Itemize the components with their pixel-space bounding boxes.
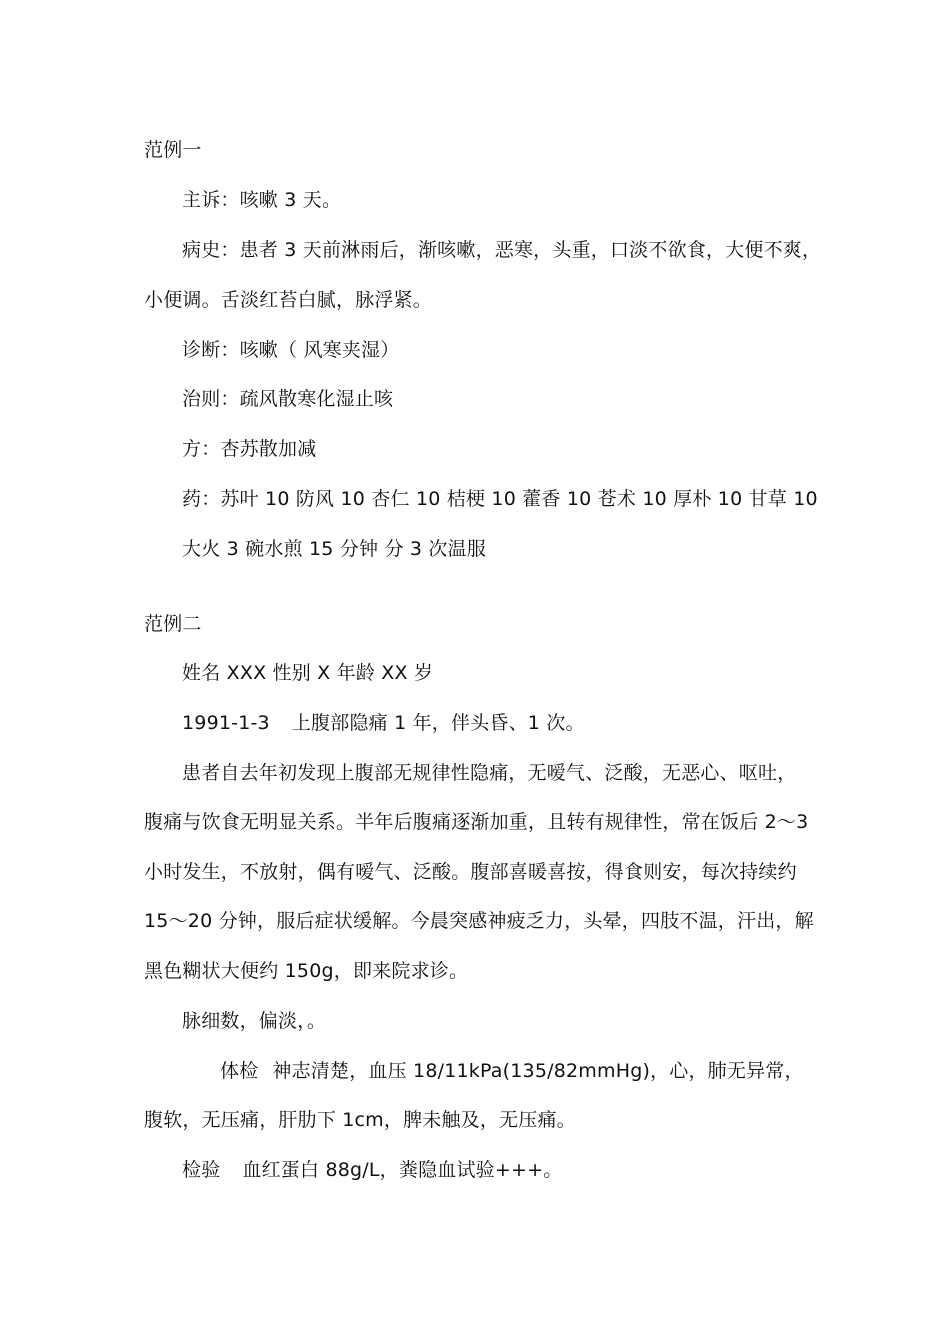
patient-info: 姓名 XXX 性别 X 年龄 XX 岁: [182, 662, 434, 684]
chief-complaint: 主诉：咳嗽 3 天。: [182, 189, 342, 211]
exam-label: 体检: [220, 1060, 259, 1082]
exam-line-1: [220, 1059, 804, 1083]
history2-line-3: 小时发生，不放射，偶有嗳气、泛酸。腹部喜暖喜按，得食则安，每次持续约: [144, 861, 797, 883]
exam-line-2: 腹软，无压痛，肝肋下 1cm，脾未触及，无压痛。: [144, 1109, 576, 1131]
history-line-2: 小便调。舌淡红苔白腻，脉浮紧。: [144, 289, 433, 311]
history2-line-4: 15～20 分钟，服后症状缓解。今晨突感神疲乏力，头晕，四肢不温，汗出，解: [144, 910, 814, 932]
history-line-1: 病史：患者 3 天前淋雨后，渐咳嗽，恶寒，头重，口淡不欲食，大便不爽，: [182, 239, 822, 261]
medicine-list: 药：苏叶 10 防风 10 杏仁 10 桔梗 10 藿香 10 苍术 10 厚朴 10 甘草 10: [182, 488, 818, 510]
decoction-instructions: 大火 3 碗水煎 15 分钟 分 3 次温服: [182, 538, 487, 560]
history2-line-2: 腹痛与饮食无明显关系。半年后腹痛逐渐加重，且转有规律性，常在饭后 2～3: [144, 811, 809, 833]
visit-line: [182, 711, 585, 735]
history2-line-1: 患者自去年初发现上腹部无规律性隐痛，无嗳气、泛酸，无恶心、呕吐，: [182, 762, 797, 784]
visit-complaint: 上腹部隐痛 1 年，伴头昏、1 次。: [291, 712, 585, 734]
lab-line: [182, 1158, 562, 1182]
example2-heading: 范例二: [144, 613, 202, 635]
history2-line-5: 黑色糊状大便约 150g，即来院求诊。: [144, 960, 469, 982]
visit-date: 1991-1-3: [182, 712, 270, 734]
lab-text: 血红蛋白 88g/L，粪隐血试验+++。: [242, 1159, 563, 1181]
example1-heading: 范例一: [144, 139, 202, 161]
formula: 方：杏苏散加减: [182, 438, 317, 460]
pulse: 脉细数，偏淡，。: [182, 1010, 327, 1032]
diagnosis: 诊断：咳嗽（ 风寒夹湿）: [182, 339, 400, 361]
lab-label: 检验: [182, 1159, 221, 1181]
treatment-principle: 治则：疏风散寒化湿止咳: [182, 388, 394, 410]
exam-text: 神志清楚，血压 18/11kPa(135/82mmHg)，心，肺无异常，: [272, 1060, 804, 1082]
